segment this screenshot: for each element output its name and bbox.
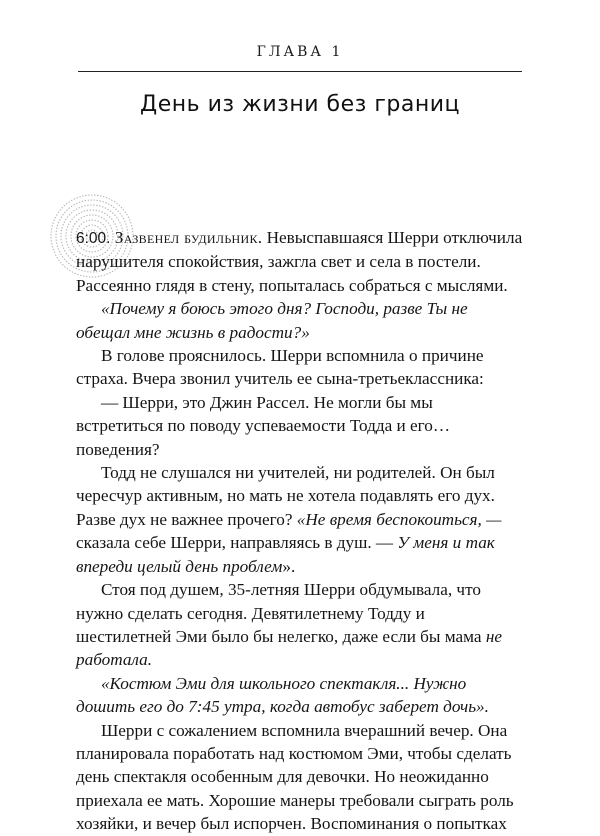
paragraph: [76, 344, 524, 391]
paragraph-text: Тодд не слушался ни учителей, ни родителей. Он был чересчур активным, но мать не хотела подавлять его дух. Разве дух не важнее прочего?: [76, 463, 495, 529]
italic-thought: «Костюм Эми для школьного спектакля... Нужно дошить его до 7:45 утра, когда автобус заберет дочь».: [76, 673, 489, 717]
paragraph: [76, 297, 524, 344]
paragraph-text: Стоя под душем, 35-летняя Шерри обдумывала, что нужно сделать сегодня. Девятилетнему Тодду и шестилетней Эми было бы нелегко, даже если бы мама: [76, 580, 482, 646]
paragraph: [76, 391, 524, 461]
paragraph-text: — Шерри, это Джин Рассел. Не могли бы мы встретиться по поводу успеваемости Тодда и его… поведения?: [76, 392, 451, 459]
body-text: [76, 226, 524, 836]
chapter-title: День из жизни без границ: [140, 92, 460, 117]
header-rule: [78, 71, 522, 72]
paragraph: [76, 226, 524, 297]
italic-thought: «Почему я боюсь этого дня? Господи, разве Ты не обещал мне жизнь в радости?»: [76, 299, 468, 342]
time-marker: 6:00.: [76, 230, 111, 247]
italic-thought: «Не время беспокоиться, —: [296, 509, 502, 529]
paragraph: [76, 461, 524, 578]
paragraph-text: Невыспавшаяся Шерри отключила нарушителя спокойствия, зажгла свет и села в постели. Рассеянно глядя в стену, попыталась собраться с мыслями.: [76, 228, 523, 295]
paragraph-text: сказала себе Шерри, направляясь в душ. —: [76, 533, 394, 553]
paragraph: [76, 719, 524, 836]
paragraph-text: Шерри с сожалением вспомнила вчерашний вечер. Она планировала поработать над костюмом Эми, чтобы сделать день спектакля особенным для девочки. Но неожиданно приехала ее мать. Хорошие манеры требовали сыграть роль хозяйки, и вечер был испорчен. Воспоминания о попытках: [76, 720, 514, 834]
paragraph-text: ».: [282, 556, 296, 576]
paragraph: [76, 672, 524, 719]
chapter-label: ГЛАВА 1: [256, 44, 344, 60]
paragraph: [76, 578, 524, 672]
lead-in: Зазвенел будильник.: [114, 228, 263, 247]
paragraph-text: В голове прояснилось. Шерри вспомнила о причине страха. Вчера звонил учитель ее сына-третьеклассника:: [76, 346, 484, 389]
italic-emphasis: не работала.: [76, 626, 503, 670]
italic-thought: У меня и так впереди целый день проблем: [76, 533, 495, 576]
